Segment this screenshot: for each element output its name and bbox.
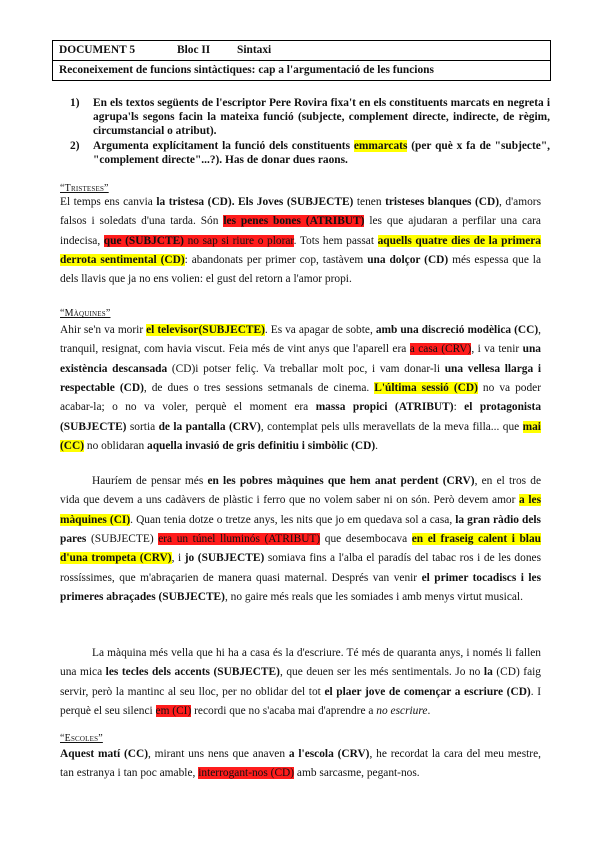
section-title-maquines: “Màquines”	[60, 308, 111, 319]
paragraph-maquines-3: La màquina més vella que hi ha a casa és la d'escriure. Té més de quaranta anys, i només li fallen una mica les tecles dels accents (SUBJECTE), que deuen ser les més sentimentals. Jo no la (CD) faig servir, però la mantinc al seu lloc, per no oblidar del tot el plaer jove de començar a escriure (CD). I perquè el seu silenci em (CI) recordi que no s'acaba mai d'aprendre a no escriure.	[60, 647, 541, 718]
instructions-list	[70, 96, 550, 168]
document-number: DOCUMENT 5	[59, 44, 136, 56]
highlight-emmarcats: emmarcats	[353, 140, 408, 152]
paragraph-escoles: Aquest matí (CC), mirant uns nens que anaven a l'escola (CRV), he recordat la cara del meu mestre, tan estranya i tan poc amable, interrogant-nos (CD) amb sarcasme, pegant-nos.	[60, 748, 541, 780]
section-title-escoles: “Escoles”	[60, 733, 103, 744]
paragraph-maquines-2: Hauríem de pensar més en les pobres màquines que hem anat perdent (CRV), en el tros de vida que devem a uns cadàvers de plàstic i ferro que no volem saber ni on són. Però devem amor a les màquines (CI). Quan tenia dotze o tretze anys, les nits que jo em quedava sol a casa, la gran ràdio dels pares (SUBJECTE) era un túnel lluminós (ATRIBUT) que desembocava en el fraseig calent i blau d'una trompeta (CRV), i jo (SUBJECTE) somiava fins a l'alba el paradís del tabac ros i de les dones rossíssimes, que m'abraçarien de manera quasi maternal. Després van venir el primer tocadiscs i les primeres abraçades (SUBJECTE), no gaire més reals que les somiades i amb menys virtut musical.	[60, 475, 542, 604]
instruction-item: 1) En els textos següents de l'escriptor Pere Rovira fixa't en els constituents marcats en negreta i agrupa'ls segons facin la mateixa funció (subjecte, complement directe, indirecte, de règim, circumstancial o atribut).	[70, 97, 550, 137]
subject-label: Sintaxi	[237, 44, 272, 56]
document-header-box	[52, 40, 551, 81]
paragraph-maquines-1: Ahir se'n va morir el televisor(SUBJECTE). Es va apagar de sobte, amb una discreció modèlica (CC), tranquil, resignat, com havia viscut. Feia més de vint anys que l'aparell era a casa (CRV), i va tenir una existència descansada (CD)i potser feliç. Va treballar molt poc, i vam donar-li una vellesa llarga i respectable (CD), de dues o tres sessions setmanals de cinema. L'última sessió (CD) no va poder acabar-la; o no va voler, perquè el moment era massa propici (ATRIBUT): el protagonista (SUBJECTE) sortia de la pantalla (CRV), contemplat pels ulls meravellats de la meva filla... que mai (CC) no oblidaran aquella invasió de gris definitiu i simbòlic (CD).	[60, 324, 542, 453]
block-label: Bloc II	[177, 44, 211, 56]
section-title-tristeses: “Tristeses”	[60, 183, 109, 194]
header-subtitle: Reconeixement de funcions sintàctiques: cap a l'argumentació de les funcions	[59, 64, 434, 76]
instruction-item: 2) Argumenta explícitament la funció dels constituents emmarcats (per què x fa de "subjecte", "complement directe"...?). Has de donar dues raons.	[70, 140, 550, 166]
header-row	[53, 41, 550, 61]
paragraph-tristeses: El temps ens canvia la tristesa (CD). Els Joves (SUBJECTE) tenen tristeses blanques (CD), d'amors falsos i soledats d'una tarda. Són les penes bones (ATRIBUT) les que ajudaran a perfilar una cara indecisa, que (SUBJCTE) no sap si riure o plorar. Tots hem passat aquells quatre dies de la primera derrota sentimental (CD): abandonats per primer cop, tastàvem una dolçor (CD) més espessa que la dels llavis que ja no ens volien: el gust del retorn a l'amor propi.	[60, 196, 542, 286]
